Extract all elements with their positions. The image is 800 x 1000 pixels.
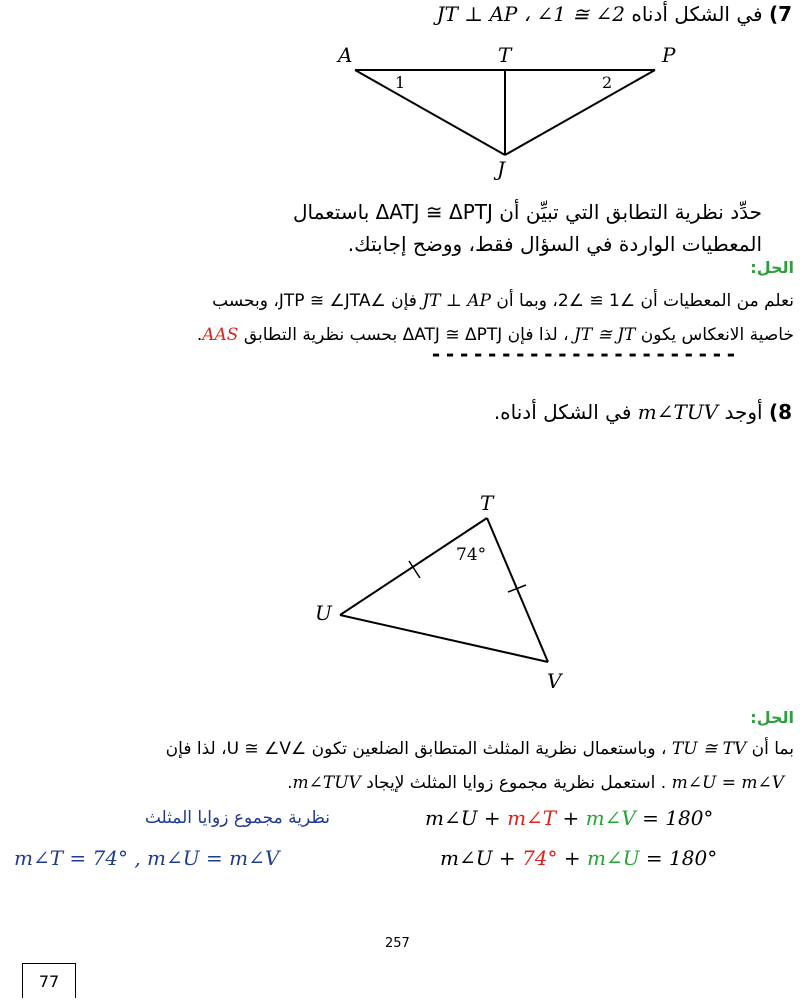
- q7-solution-line1: نعلم من المعطيات أن ∠1 ≅ ∠2، وبما أن JT ⊥ AP فإن ∠JTP ≅ ∠JTA، وبحسب: [4, 284, 794, 318]
- point-U-label: U: [315, 601, 332, 625]
- angle-1-label: 1: [395, 73, 406, 92]
- segment-PJ: [505, 70, 655, 155]
- q8-header: [494, 400, 792, 424]
- q8-figure: [0, 480, 800, 690]
- point-T-label: T: [498, 43, 512, 67]
- q7-prompt-line2: المعطيات الواردة في السؤال فقط، ووضح إجابتك.: [347, 232, 762, 256]
- q8-prompt-math: m∠TUV: [637, 400, 719, 424]
- q7-theorem: AAS: [202, 325, 239, 345]
- q7-header: [437, 2, 792, 26]
- equation-1: m∠U + m∠T + m∠V = 180°: [425, 806, 714, 830]
- page-box-number: 77: [38, 971, 60, 991]
- segment-UV: [340, 615, 548, 662]
- segment-TU: [340, 518, 487, 615]
- q8-prompt-b: في الشكل أدناه.: [493, 400, 632, 424]
- q7-prompt-line1: حدِّد نظرية التطابق التي تبيِّن أن ΔATJ ≅ ΔPTJ باستعمال: [292, 200, 762, 224]
- q8-prompt-a: أوجد: [724, 400, 763, 424]
- point-T-label: T: [480, 491, 494, 515]
- equation-2: m∠U + 74° + m∠U = 180°: [440, 846, 718, 870]
- equation-1-reason: نظرية مجموع زوايا المثلث: [144, 808, 330, 828]
- segment-AJ: [355, 70, 505, 155]
- section-separator: ----------------------: [430, 342, 739, 366]
- q7-number: 7): [768, 2, 792, 26]
- q8-solution-line1: بما أن TU ≅ TV ، وباستعمال نظرية المثلث المتطابق الضلعين تكون ∠U ≅ ∠V، لذا فإن: [4, 732, 794, 766]
- q8-number: 8): [768, 400, 792, 424]
- q7-figure: [0, 40, 800, 180]
- point-P-label: P: [662, 43, 676, 67]
- q7-reflexive-expr: JT ≅ JT: [574, 325, 636, 345]
- q8-congruent-sides: TU ≅ TV: [671, 739, 747, 759]
- q8-solution: [4, 732, 794, 800]
- q7-perp-expr: JT ⊥ AP: [422, 291, 491, 311]
- q8-solution-line2: m∠U = m∠V . استعمل نظرية مجموع زوايا المثلث لإيجاد m∠TUV.: [4, 766, 794, 800]
- q7-prompt: [62, 196, 762, 260]
- point-A-label: A: [338, 43, 353, 67]
- page-number: 257: [385, 936, 410, 951]
- q7-solution-line2: خاصية الانعكاس يكون JT ≅ JT ، لذا فإن ΔATJ ≅ ΔPTJ بحسب نظرية التطابق AAS.: [4, 318, 794, 352]
- q8-equal-angles: m∠U = m∠V: [671, 773, 784, 793]
- q7-intro: في الشكل أدناه: [631, 2, 763, 26]
- q8-solution-label: الحل:: [750, 708, 794, 727]
- q7-solution-label: الحل:: [750, 258, 794, 277]
- angle-74-label: 74°: [456, 545, 487, 565]
- segment-TV: [487, 518, 548, 662]
- point-V-label: V: [547, 669, 562, 690]
- point-J-label: J: [497, 157, 506, 180]
- q7-givens: JT ⊥ AP ، ∠1 ≅ ∠2: [436, 2, 625, 26]
- page-box: [22, 963, 76, 998]
- angle-2-label: 2: [602, 73, 613, 92]
- equation-2-reason: m∠T = 74° , m∠U = m∠V: [14, 846, 280, 870]
